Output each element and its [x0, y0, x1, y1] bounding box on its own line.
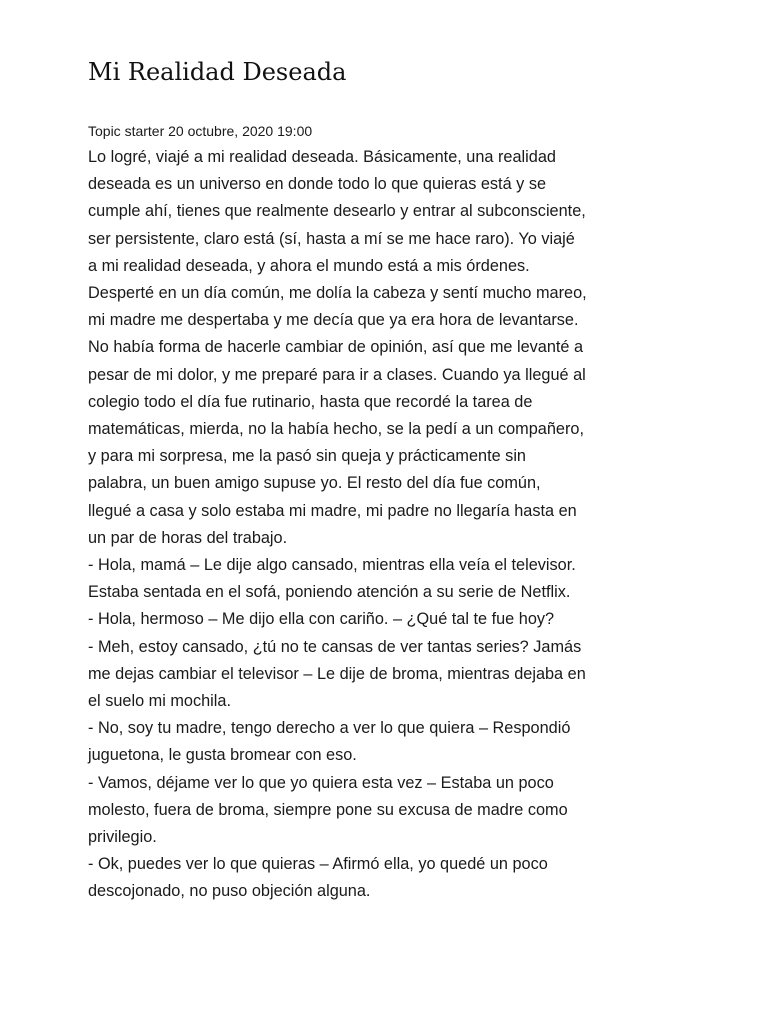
paragraph: - No, soy tu madre, tengo derecho a ver lo que quiera – Respondió juguetona, le gusta bromear con eso.	[88, 719, 571, 765]
paragraph: Lo logré, viajé a mi realidad deseada. Básicamente, una realidad deseada es un universo en donde todo lo que quieras está y se cumple ahí, tienes que realmente desearlo y entrar al subconsciente, ser persistente, claro está (sí, hasta a mí se me hace raro). Yo viajé a mi realidad deseada, y ahora el mundo está a mis órdenes.	[88, 148, 586, 275]
paragraph: Desperté en un día común, me dolía la cabeza y sentí mucho mareo, mi madre me despertaba y me decía que ya era hora de levantarse. No había forma de hacerle cambiar de opinión, así que me levanté a pesar de mi dolor, y me preparé para ir a clases. Cuando ya llegué al colegio todo el día fue rutinario, hasta que recordé la tarea de matemáticas, mierda, no la había hecho, se la pedí a un compañero, y para mi sorpresa, me la pasó sin queja y prácticamente sin palabra, un buen amigo supuse yo. El resto del día fue común, llegué a casa y solo estaba mi madre, mi padre no llegaría hasta en un par de horas del trabajo.	[88, 284, 587, 547]
paragraph: - Vamos, déjame ver lo que yo quiera esta vez – Estaba un poco molesto, fuera de broma, siempre pone su excusa de madre como privilegio.	[88, 773, 568, 847]
page-title: Mi Realidad Deseada	[88, 58, 347, 86]
post-body	[88, 144, 588, 906]
post-meta: Topic starter 20 octubre, 2020 19:00	[88, 123, 313, 139]
paragraph: - Meh, estoy cansado, ¿tú no te cansas de ver tantas series? Jamás me dejas cambiar el televisor – Le dije de broma, mientras dejaba en el suelo mi mochila.	[88, 637, 586, 711]
paragraph: - Hola, mamá – Le dije algo cansado, mientras ella veía el televisor. Estaba sentada en el sofá, poniendo atención a su serie de Netflix.	[88, 556, 576, 602]
paragraph: - Ok, puedes ver lo que quieras – Afirmó ella, yo quedé un poco descojonado, no puso objeción alguna.	[88, 855, 548, 901]
paragraph: - Hola, hermoso – Me dijo ella con cariño. – ¿Qué tal te fue hoy?	[88, 610, 555, 629]
